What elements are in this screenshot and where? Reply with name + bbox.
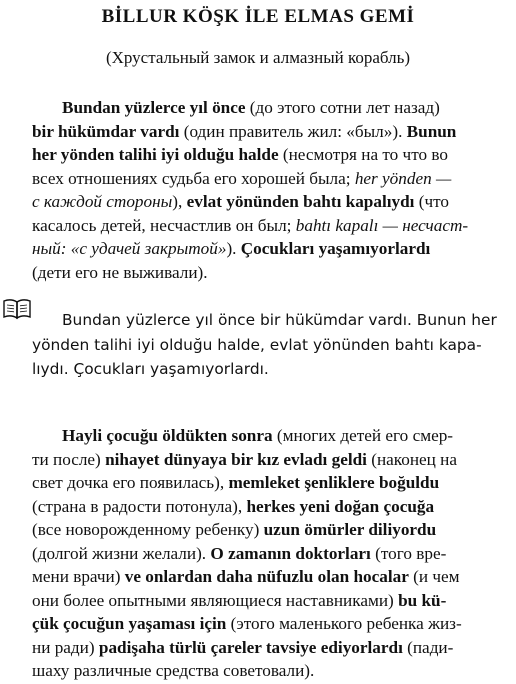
- story-subtitle: (Хрустальный замок и алмазный корабль): [105, 48, 411, 67]
- line: ни ради) padişaha türlü çareler tavsiye ediyorlardı (пади-: [32, 637, 454, 657]
- line: (страна в радости потонула), herkes yeni doğan çocuğa: [32, 496, 435, 516]
- line: bir hükümdar vardı (один правитель жил: «был»). Bunun: [32, 121, 457, 141]
- line: lıydı. Çocukları yaşamıyorlardı.: [32, 360, 269, 378]
- line: her yönden talihi iyi olduğu halde (несмотря на то что во: [32, 145, 448, 164]
- line: Hayli çocuğu öldükten sonra (многих детей его смер-: [62, 426, 454, 445]
- annotated-paragraph-2: [32, 424, 510, 683]
- line: ти после) nihayet dünyaya bir kız evladı geldi (наконец на: [32, 449, 458, 469]
- line: шаху различные средства советовали).: [32, 661, 315, 680]
- story-title: BİLLUR KÖŞK İLE ELMAS GEMİ: [101, 6, 415, 27]
- summary-paragraph: [32, 308, 510, 382]
- line: ный: «с удачей закрытой»). Çocukları yaşamıyorlardı: [32, 239, 431, 258]
- open-book-icon: [2, 298, 32, 320]
- line: (дети его не выживали).: [32, 262, 208, 282]
- line: с каждой стороны), evlat yönünden bahtı kapalıydı (что: [32, 192, 449, 211]
- line: свет дочка его появилась), memleket şenliklere boğuldu: [32, 473, 440, 492]
- line: всех отношениях судьба его хорошей была; her yönden —: [32, 168, 452, 188]
- line: касалось детей, несчастлив он был; bahtı kapalı — несчаст-: [32, 215, 469, 235]
- line: Bundan yüzlerce yıl önce bir hükümdar vardı. Bunun her: [62, 311, 497, 329]
- annotated-paragraph-1: [32, 96, 510, 284]
- line: yönden talihi iyi olduğu halde, evlat yönünden bahtı kapa-: [32, 335, 482, 354]
- line: (долгой жизни желали). O zamanın doktorları (того вре-: [32, 543, 447, 563]
- line: (все новорожденному ребенку) uzun ömürler diliyordu: [32, 520, 437, 539]
- line: Bundan yüzlerce yıl önce (до этого сотни лет назад): [62, 98, 440, 117]
- line: çük çocuğun yaşaması için (этого маленького ребенка жиз-: [32, 614, 462, 633]
- line: мени врачи) ve onlardan daha nüfuzlu olan hocalar (и чем: [32, 567, 460, 586]
- line: они более опытными являющиеся наставниками) bu kü-: [32, 590, 447, 610]
